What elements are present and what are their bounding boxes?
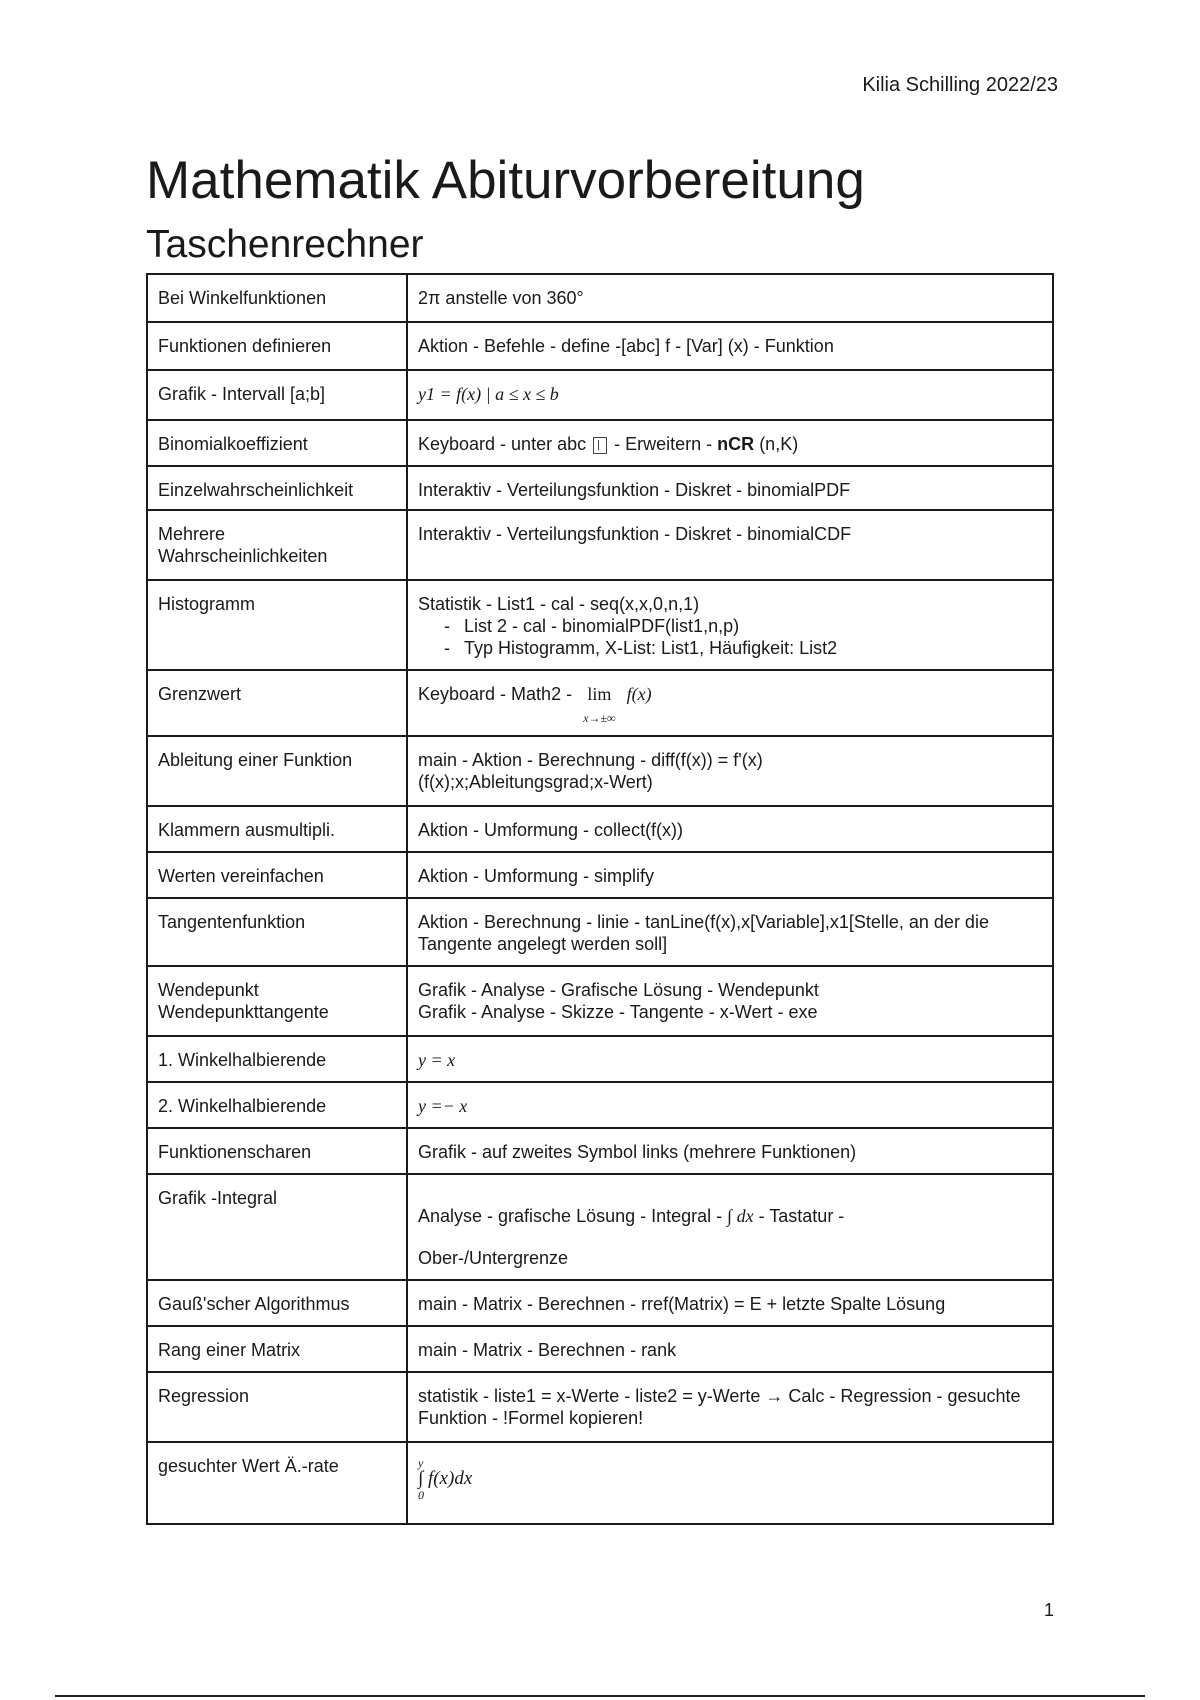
row-label: Grafik - Intervall [a;b] bbox=[147, 370, 407, 420]
row-label: Rang einer Matrix bbox=[147, 1326, 407, 1372]
table-row bbox=[147, 736, 1053, 806]
value-line bbox=[418, 1205, 1042, 1227]
label-text: Wendepunkt bbox=[158, 980, 259, 1000]
table-row bbox=[147, 370, 1053, 420]
row-value bbox=[407, 580, 1053, 670]
row-value bbox=[407, 370, 1053, 420]
table-row bbox=[147, 966, 1053, 1036]
table-row bbox=[147, 898, 1053, 966]
row-label: Bei Winkelfunktionen bbox=[147, 274, 407, 322]
integral-symbol: ∫ dx bbox=[727, 1206, 754, 1226]
table-row bbox=[147, 1036, 1053, 1082]
value-text: (n,K) bbox=[759, 434, 799, 454]
table-row bbox=[147, 1128, 1053, 1174]
table-row bbox=[147, 510, 1053, 580]
row-value: Aktion - Berechnung - linie - tanLine(f(x),x[Variable],x1[Stelle, an der die Tangente angelegt werden soll] bbox=[407, 898, 1053, 966]
table-row bbox=[147, 852, 1053, 898]
limit-expression: f(x) bbox=[626, 684, 652, 704]
page-number: 1 bbox=[1043, 1600, 1054, 1620]
limit-word: lim bbox=[587, 684, 612, 704]
value-text: Grafik - Analyse - Skizze - Tangente - x-Wert - exe bbox=[418, 1002, 818, 1022]
table-row bbox=[147, 1442, 1053, 1524]
row-value bbox=[407, 420, 1053, 466]
value-text: Grafik - Analyse - Grafische Lösung - Wendepunkt bbox=[418, 980, 819, 1000]
value-text: Keyboard - Math2 - bbox=[418, 684, 573, 704]
page-bottom-divider bbox=[55, 1695, 1145, 1697]
calculator-table bbox=[146, 273, 1054, 1525]
row-value: Aktion - Umformung - collect(f(x)) bbox=[407, 806, 1053, 852]
row-label: Einzelwahrscheinlichkeit bbox=[147, 466, 407, 510]
list-item: - Typ Histogramm, X-List: List1, Häufigkeit: List2 bbox=[418, 637, 1042, 659]
label-text: Wendepunkttangente bbox=[158, 1002, 329, 1022]
row-value bbox=[407, 1442, 1053, 1524]
formula: y =− x bbox=[418, 1096, 468, 1116]
page-title: Mathematik Abiturvorbereitung bbox=[146, 151, 865, 210]
row-value: Aktion - Umformung - simplify bbox=[407, 852, 1053, 898]
sub-list bbox=[418, 615, 1042, 659]
row-value: main - Matrix - Berechnen - rref(Matrix) = E + letzte Spalte Lösung bbox=[407, 1280, 1053, 1326]
row-value bbox=[407, 736, 1053, 806]
value-text: Keyboard - unter abc bbox=[418, 434, 587, 454]
row-label: Funktionen definieren bbox=[147, 322, 407, 370]
table-row bbox=[147, 670, 1053, 736]
table-row bbox=[147, 420, 1053, 466]
row-label: Grenzwert bbox=[147, 670, 407, 736]
row-value: Grafik - auf zweites Symbol links (mehrere Funktionen) bbox=[407, 1128, 1053, 1174]
row-label: Binomialkoeffizient bbox=[147, 420, 407, 466]
value-text: Analyse - grafische Lösung - Integral - bbox=[418, 1206, 723, 1226]
row-label: Grafik -Integral bbox=[147, 1174, 407, 1280]
integral-formula bbox=[418, 1455, 1042, 1503]
row-value bbox=[407, 1174, 1053, 1280]
row-label: Ableitung einer Funktion bbox=[147, 736, 407, 806]
row-value bbox=[407, 1036, 1053, 1082]
row-value: Aktion - Befehle - define -[abc] f - [Var] (x) - Funktion bbox=[407, 322, 1053, 370]
row-value: main - Matrix - Berechnen - rank bbox=[407, 1326, 1053, 1372]
row-label: Klammern ausmultipli. bbox=[147, 806, 407, 852]
row-label: gesuchter Wert Ä.-rate bbox=[147, 1442, 407, 1524]
integral-lower-limit: 0 bbox=[418, 1488, 424, 1502]
table-row bbox=[147, 1326, 1053, 1372]
formula: y1 = f(x) | a ≤ x ≤ b bbox=[418, 384, 559, 404]
keyboard-key-icon bbox=[593, 437, 607, 454]
limit-subscript: x→±∞ bbox=[583, 711, 616, 725]
row-label: Funktionenscharen bbox=[147, 1128, 407, 1174]
limit-formula bbox=[583, 683, 615, 727]
row-label: 1. Winkelhalbierende bbox=[147, 1036, 407, 1082]
row-label: Gauß'scher Algorithmus bbox=[147, 1280, 407, 1326]
list-item: - List 2 - cal - binomialPDF(list1,n,p) bbox=[418, 615, 1042, 637]
value-text: - Erweitern - bbox=[614, 434, 713, 454]
author-header: Kilia Schilling 2022/23 bbox=[862, 74, 1058, 96]
row-label: Mehrere Wahrscheinlichkeiten bbox=[147, 510, 407, 580]
row-label: Histogramm bbox=[147, 580, 407, 670]
row-value bbox=[407, 1082, 1053, 1128]
table-row bbox=[147, 1372, 1053, 1442]
row-value bbox=[407, 966, 1053, 1036]
formula: y = x bbox=[418, 1050, 456, 1070]
row-label bbox=[147, 966, 407, 1036]
table-row bbox=[147, 1280, 1053, 1326]
table-row bbox=[147, 322, 1053, 370]
table-row bbox=[147, 806, 1053, 852]
row-label: 2. Winkelhalbierende bbox=[147, 1082, 407, 1128]
row-label: Tangentenfunktion bbox=[147, 898, 407, 966]
value-bold: nCR bbox=[717, 434, 755, 454]
value-text: Ober-/Untergrenze bbox=[418, 1248, 569, 1268]
value-text: (f(x);x;Ableitungsgrad;x-Wert) bbox=[418, 772, 653, 792]
table-row bbox=[147, 274, 1053, 322]
row-label: Werten vereinfachen bbox=[147, 852, 407, 898]
row-value: statistik - liste1 = x-Werte - liste2 = y-Werte → Calc - Regression - gesuchte Funktion - !Formel kopieren! bbox=[407, 1372, 1053, 1442]
row-value: 2π anstelle von 360° bbox=[407, 274, 1053, 322]
value-text: - Tastatur - bbox=[758, 1206, 845, 1226]
row-label: Regression bbox=[147, 1372, 407, 1442]
row-value bbox=[407, 670, 1053, 736]
table-row bbox=[147, 580, 1053, 670]
section-title: Taschenrechner bbox=[146, 223, 424, 266]
integral-upper-limit: y bbox=[418, 1456, 424, 1470]
integral-expression: ∫ f(x)dx bbox=[418, 1468, 473, 1489]
table-row bbox=[147, 466, 1053, 510]
value-text: main - Aktion - Berechnung - diff(f(x)) = f'(x) bbox=[418, 750, 763, 770]
table-row bbox=[147, 1174, 1053, 1280]
row-value: Interaktiv - Verteilungsfunktion - Diskret - binomialPDF bbox=[407, 466, 1053, 510]
table-row bbox=[147, 1082, 1053, 1128]
value-text: Statistik - List1 - cal - seq(x,x,0,n,1) bbox=[418, 594, 700, 614]
row-value: Interaktiv - Verteilungsfunktion - Diskret - binomialCDF bbox=[407, 510, 1053, 580]
